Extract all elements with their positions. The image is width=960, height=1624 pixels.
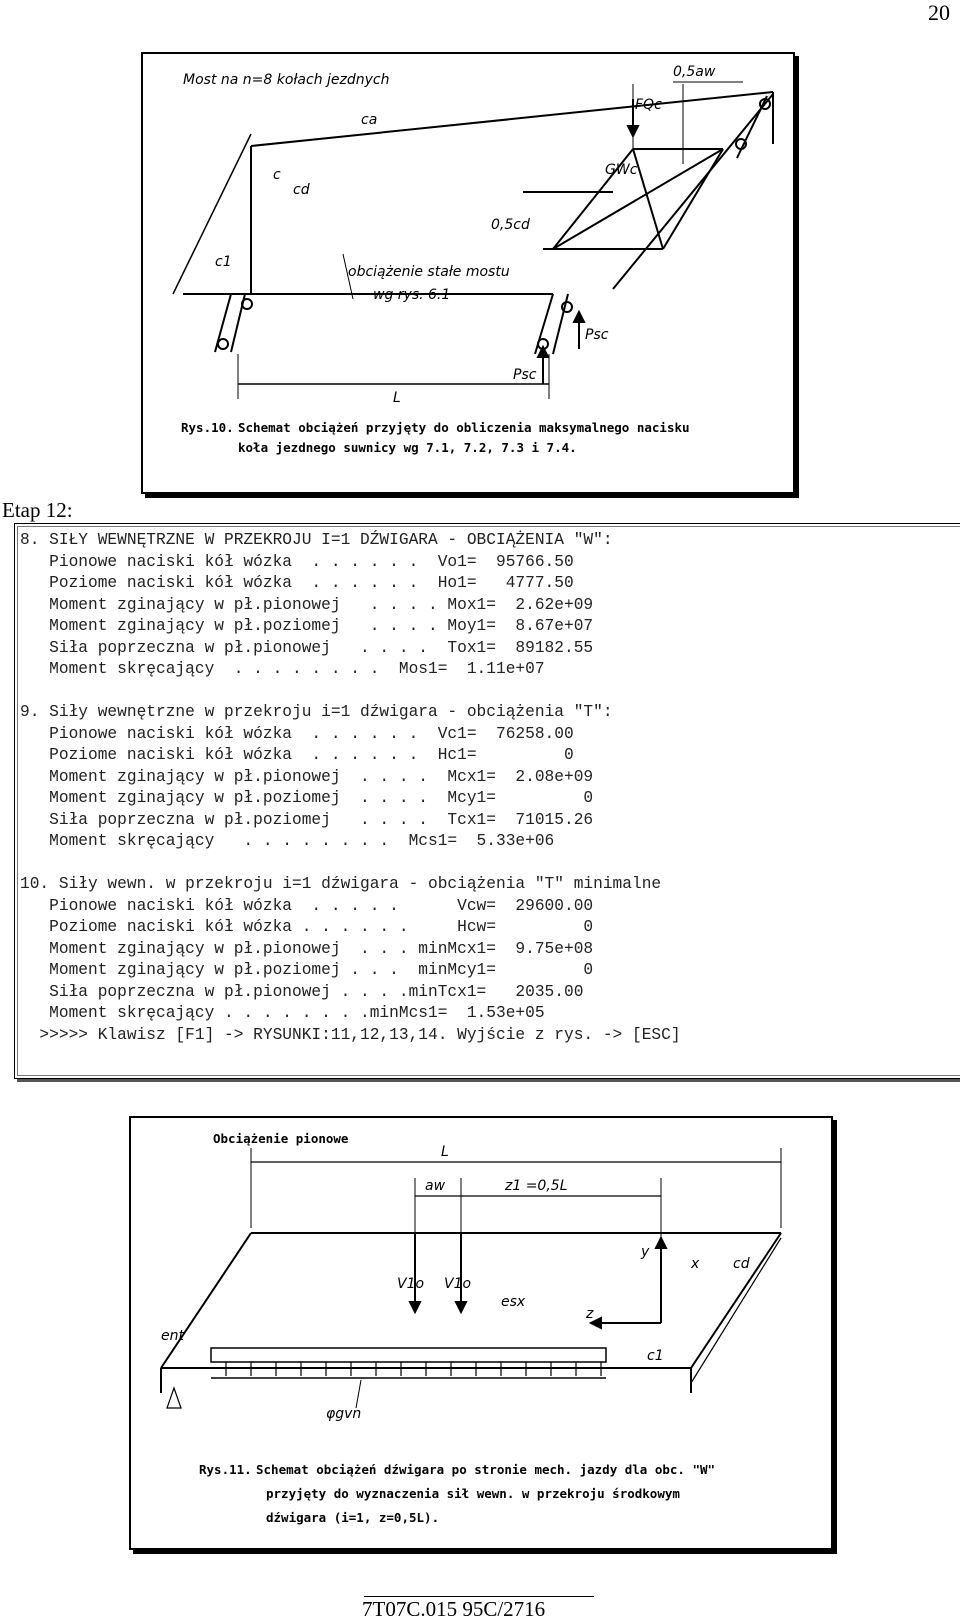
terminal-line: Pionowe naciski kół wózka . . . . . Vcw= 29600.00: [20, 897, 594, 915]
figure-11: [129, 1116, 833, 1550]
terminal-line: Moment zginający w pł.pionowej . . . . Mcx1= 2.08e+09: [20, 768, 594, 786]
terminal-line: Moment skręcający . . . . . . . . Mos1= 1.11e+07: [20, 660, 545, 678]
terminal-line: Moment skręcający . . . . . . . . Mcs1= 5.33e+06: [20, 832, 555, 850]
label-aw: aw: [425, 1178, 446, 1194]
terminal-line: Poziome naciski kół wózka . . . . . . Ho1= 4777.50: [20, 574, 574, 592]
label-l: L: [441, 1144, 449, 1160]
label-v1-b: V1o: [444, 1276, 472, 1292]
label-phi-gvn: φgvn: [326, 1406, 362, 1422]
label-gw: GWc: [605, 162, 638, 178]
figure-10-caption-label: Rys.10.: [181, 420, 234, 435]
terminal-line: Moment zginający w pł.poziomej . . . . Mcy1= 0: [20, 789, 594, 807]
label-dead-load: obciążenie stałe mostu: [348, 264, 510, 280]
terminal-line: Pionowe naciski kół wózka . . . . . . Vc1= 76258.00: [20, 725, 574, 743]
label-ca: ca: [361, 112, 378, 128]
terminal-line: Moment zginający w pł.pionowej . . . . Mox1= 2.62e+09: [20, 596, 594, 614]
terminal-line: Siła poprzeczna w pł.pionowej . . . . Tox1= 89182.55: [20, 639, 594, 657]
footer-code: 7T07C.015 95C/2716: [362, 1597, 546, 1621]
label-ent: ent: [161, 1328, 184, 1344]
label-cd: cd: [293, 182, 310, 198]
stage-label: Etap 12:: [2, 498, 73, 522]
figure-11-caption-line-1: Schemat obciążeń dźwigara po stronie mech. jazdy dla obc. "W": [256, 1462, 716, 1477]
figure-11-title: Obciążenie pionowe: [213, 1131, 349, 1146]
label-dead-load-ref: wg rys. 6.1: [373, 287, 451, 303]
page-number: 20: [928, 0, 950, 25]
figure-10-caption-line-2: koła jezdnego suwnicy wg 7.1, 7.2, 7.3 i 7.4.: [238, 440, 577, 455]
terminal-line: Moment zginający w pł.poziomej . . . . Moy1= 8.67e+07: [20, 617, 594, 635]
label-half-cd: 0,5cd: [491, 217, 530, 233]
terminal-line: Moment zginający w pł.poziomej . . . minMcy1= 0: [20, 961, 594, 979]
figure-11-caption-label: Rys.11.: [199, 1462, 252, 1477]
label-c1: c1: [647, 1348, 664, 1364]
figure-10-drawing: [143, 54, 793, 492]
label-cd: cd: [733, 1256, 750, 1272]
terminal-output: [14, 523, 960, 1079]
label-ps-left: Psc: [513, 367, 537, 383]
label-x: x: [691, 1256, 700, 1272]
label-half-aw: 0,5aw: [673, 64, 716, 80]
label-esx: esx: [501, 1294, 526, 1310]
label-c: c: [273, 167, 281, 183]
label-l: L: [393, 390, 401, 406]
label-v1-a: V1o: [397, 1276, 425, 1292]
terminal-line: Moment skręcający . . . . . . . .minMcs1= 1.53e+05: [20, 1004, 545, 1022]
label-fq: FQc: [635, 97, 662, 113]
figure-11-caption-line-3: dźwigara (i=1, z=0,5L).: [266, 1510, 440, 1525]
figure-11-drawing: [131, 1118, 831, 1548]
terminal-line: Siła poprzeczna w pł.pionowej . . . .minTcx1= 2035.00: [20, 983, 584, 1001]
label-z: z: [586, 1306, 594, 1322]
figure-10-title: Most na n=8 kołach jezdnych: [183, 72, 390, 88]
label-ps-right: Psc: [585, 327, 609, 343]
label-c1: c1: [215, 254, 232, 270]
terminal-line: Pionowe naciski kół wózka . . . . . . Vo1= 95766.50: [20, 553, 574, 571]
label-z1: z1 =0,5L: [505, 1178, 568, 1194]
figure-11-caption-line-2: przyjęty do wyznaczenia sił wewn. w przekroju środkowym: [266, 1486, 680, 1501]
terminal-prompt-line: >>>>> Klawisz [F1] -> RYSUNKI:11,12,13,14. Wyjście z rys. -> [ESC]: [20, 1026, 681, 1044]
terminal-line: 9. Siły wewnętrzne w przekroju i=1 dźwigara - obciążenia "T":: [20, 703, 613, 721]
figure-10: [141, 52, 795, 494]
figure-10-caption-line-1: Schemat obciążeń przyjęty do obliczenia maksymalnego nacisku: [238, 420, 690, 435]
terminal-line: Moment zginający w pł.pionowej . . . minMcx1= 9.75e+08: [20, 940, 594, 958]
terminal-line: 8. SIŁY WEWNĘTRZNE W PRZEKROJU I=1 DŹWIGARA - OBCIĄŻENIA "W":: [20, 531, 613, 549]
terminal-line: Poziome naciski kół wózka . . . . . . Hcw= 0: [20, 918, 594, 936]
terminal-line: 10. Siły wewn. w przekroju i=1 dźwigara - obciążenia "T" minimalne: [20, 875, 662, 893]
label-y: y: [641, 1244, 650, 1260]
terminal-line: Poziome naciski kół wózka . . . . . . Hc1= 0: [20, 746, 574, 764]
terminal-line: Siła poprzeczna w pł.poziomej . . . . Tcx1= 71015.26: [20, 811, 594, 829]
